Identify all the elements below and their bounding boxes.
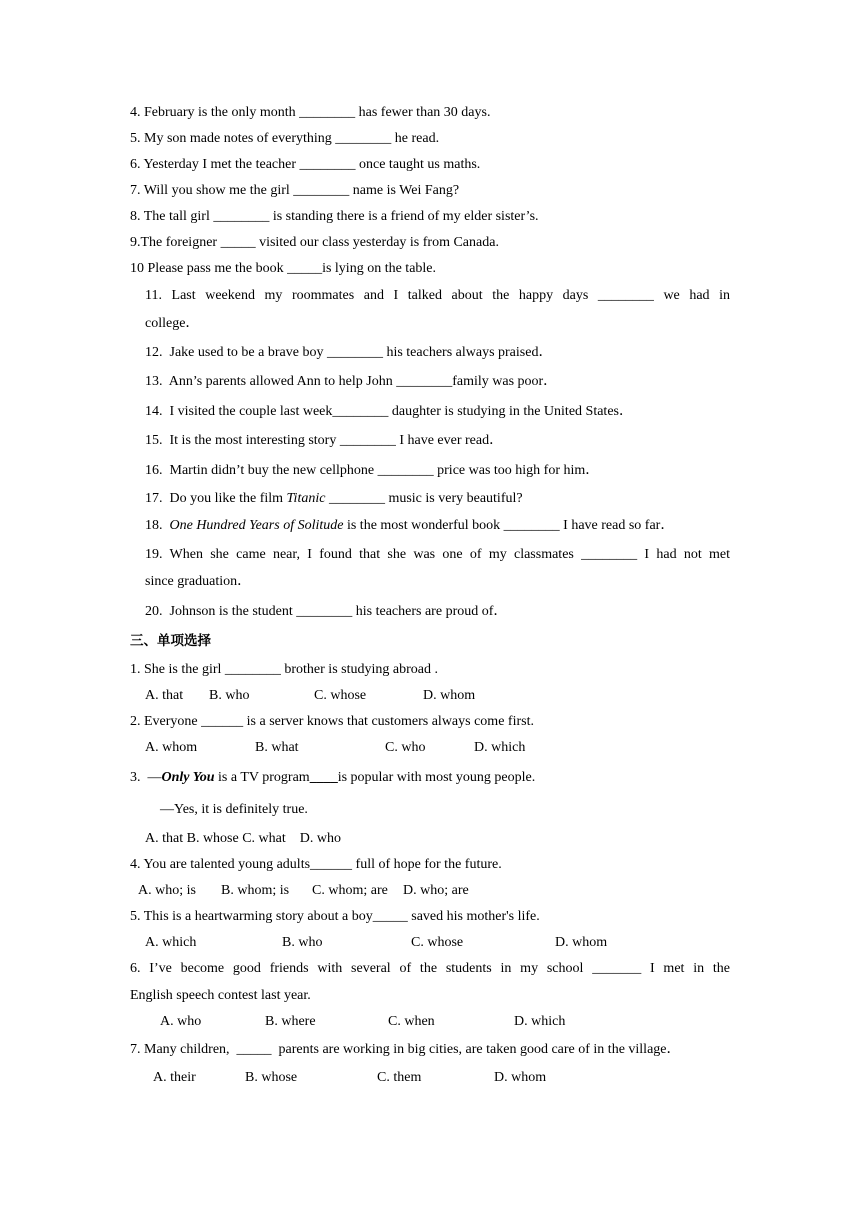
fill-question-19-line2: since graduation． — [145, 574, 252, 589]
fill-question-18 — [145, 517, 674, 535]
mc-q7-option-b: B. whose — [245, 1070, 298, 1085]
mc-question-4: 4. You are talented young adults______ full of hope for the future. — [130, 857, 502, 872]
fill-question-16: 16. Martin didn’t buy the new cellphone ________ price was too high for him． — [145, 463, 600, 478]
mc-q5-option-c: C. whose — [411, 935, 464, 950]
fill-question-13: 13. Ann’s parents allowed Ann to help John ________family was poor． — [145, 374, 558, 389]
q17-post: ________ music is very beautiful? — [325, 491, 523, 506]
mc-question-7: 7. Many children, _____ parents are working in big cities, are taken good care of in the village． — [130, 1042, 681, 1057]
mc-q3-options: A. that B. whose C. what D. who — [145, 831, 341, 846]
mc-q4-option-c: C. whom; are — [312, 883, 388, 898]
mc-question-2: 2. Everyone ______ is a server knows that customers always come first. — [130, 714, 534, 729]
fill-question-10: 10 Please pass me the book _____is lying on the table. — [130, 261, 437, 276]
q3-prefix: 3. — — [130, 770, 162, 785]
fill-question-8: 8. The tall girl ________ is standing there is a friend of my elder sister’s. — [130, 209, 539, 224]
mc-q4-option-b: B. whom; is — [221, 883, 290, 898]
mc-q6-option-a: A. who — [160, 1014, 202, 1029]
q17-film-title: Titanic — [286, 491, 326, 506]
mc-question-3 — [130, 769, 535, 787]
q3-blank: ____ — [309, 770, 338, 785]
mc-q2-option-b: B. what — [255, 740, 299, 755]
mc-question-6-line1: 6. I’ve become good friends with several of the students in my school _______ I met in the — [130, 961, 730, 976]
fill-question-17 — [145, 490, 523, 508]
fill-question-19-line1: 19. When she came near, I found that she was one of my classmates ________ I had not met — [145, 547, 730, 562]
mc-q5-option-b: B. who — [282, 935, 323, 950]
mc-q5-option-a: A. which — [145, 935, 197, 950]
fill-question-5: 5. My son made notes of everything ________ he read. — [130, 131, 440, 146]
mc-q2-option-d: D. which — [474, 740, 526, 755]
fill-question-11-line2: college． — [145, 316, 200, 331]
mc-q2-option-a: A. whom — [145, 740, 198, 755]
q3-program-name: Only You — [161, 770, 215, 785]
fill-question-20: 20. Johnson is the student ________ his teachers are proud of． — [145, 604, 508, 619]
section-title: 三、单项选择 — [130, 633, 211, 649]
q18-pre: 18. — [145, 518, 170, 533]
q3-text-end: is popular with most young people. — [337, 770, 536, 785]
q18-book-title: One Hundred Years of Solitude — [169, 518, 344, 533]
fill-question-11-line1: 11. Last weekend my roommates and I talked about the happy days ________ we had in — [145, 288, 730, 303]
mc-q6-option-b: B. where — [265, 1014, 316, 1029]
mc-q6-option-d: D. which — [514, 1014, 566, 1029]
mc-q6-option-c: C. when — [388, 1014, 435, 1029]
mc-q1-option-c: C. whose — [314, 688, 367, 703]
mc-q1-option-d: D. whom — [423, 688, 476, 703]
q3-text: is a TV program — [214, 770, 310, 785]
mc-question-5: 5. This is a heartwarming story about a boy_____ saved his mother's life. — [130, 909, 540, 924]
fill-question-6: 6. Yesterday I met the teacher ________ once taught us maths. — [130, 157, 481, 172]
fill-question-14: 14. I visited the couple last week________ daughter is studying in the United States． — [145, 404, 633, 419]
q18-post: is the most wonderful book ________ I have read so far． — [343, 518, 675, 533]
q17-pre: 17. Do you like the film — [145, 491, 287, 506]
fill-question-9: 9.The foreigner _____ visited our class yesterday is from Canada. — [130, 235, 499, 250]
mc-q4-option-d: D. who; are — [403, 883, 469, 898]
mc-q7-option-a: A. their — [153, 1070, 196, 1085]
mc-q7-option-c: C. them — [377, 1070, 422, 1085]
fill-question-15: 15. It is the most interesting story ________ I have ever read． — [145, 433, 504, 448]
mc-question-1: 1. She is the girl ________ brother is studying abroad . — [130, 662, 438, 677]
fill-question-4: 4. February is the only month ________ has fewer than 30 days. — [130, 105, 491, 120]
mc-q5-option-d: D. whom — [555, 935, 608, 950]
mc-q1-option-a: A. that — [145, 688, 184, 703]
fill-question-7: 7. Will you show me the girl ________ name is Wei Fang? — [130, 183, 460, 198]
fill-question-12: 12. Jake used to be a brave boy ________ his teachers always praised． — [145, 345, 553, 360]
mc-q3-reply: —Yes, it is definitely true. — [160, 802, 308, 817]
mc-q4-option-a: A. who; is — [138, 883, 196, 898]
mc-q2-option-c: C. who — [385, 740, 426, 755]
mc-question-6-line2: English speech contest last year. — [130, 988, 311, 1003]
mc-q7-option-d: D. whom — [494, 1070, 547, 1085]
mc-q1-option-b: B. who — [209, 688, 250, 703]
